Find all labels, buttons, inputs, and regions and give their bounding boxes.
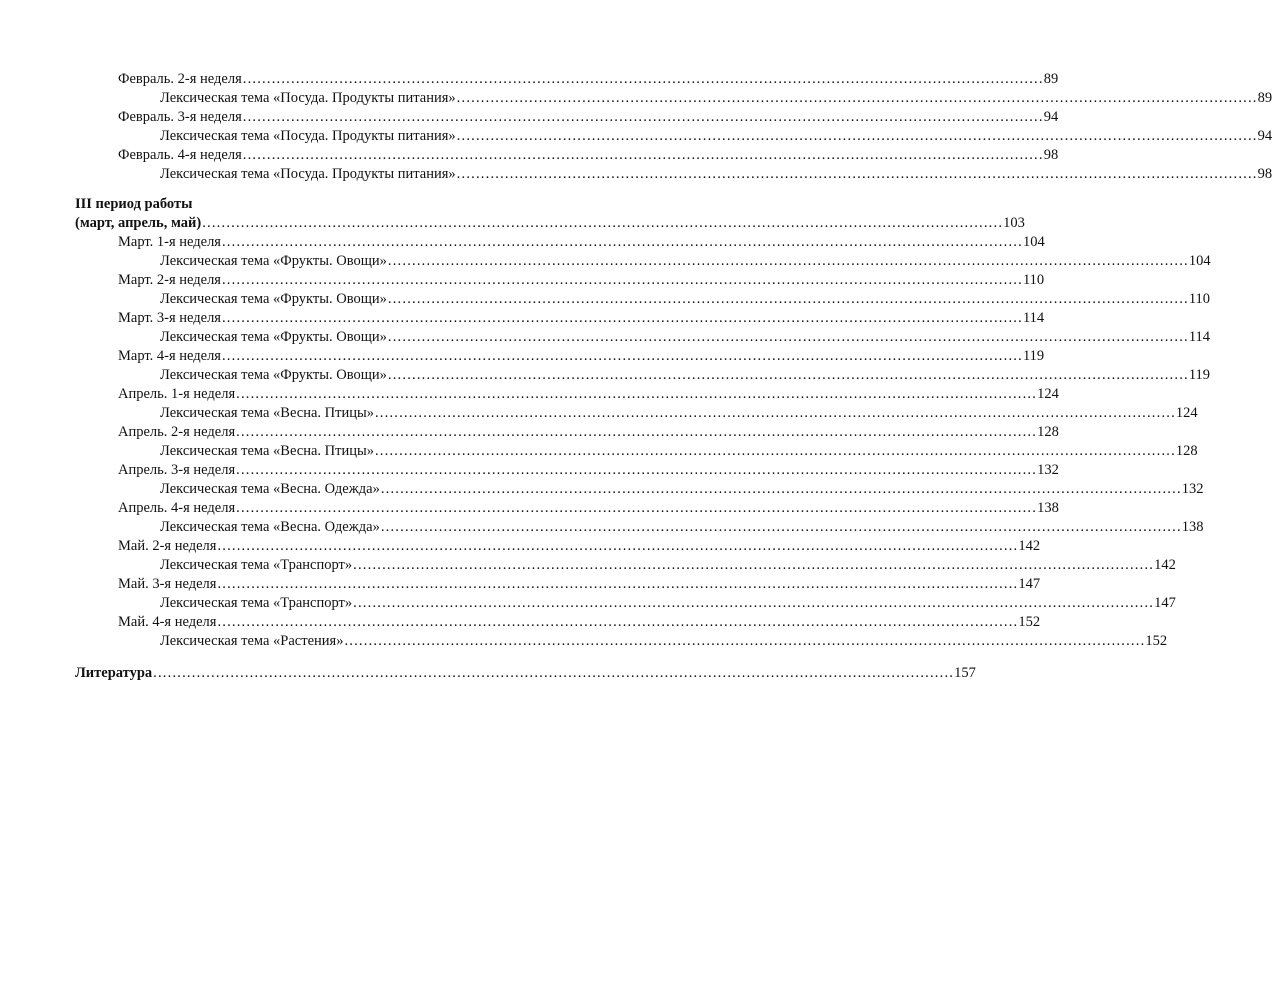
toc-page-number: 110 xyxy=(1188,291,1211,307)
toc-entry-topic[interactable] xyxy=(160,442,1198,461)
toc-label: Лексическая тема «Весна. Одежда» xyxy=(160,481,380,497)
toc-page-number: 128 xyxy=(1175,443,1198,459)
toc-entry-week[interactable] xyxy=(118,461,1059,480)
toc-label: Лексическая тема «Транспорт» xyxy=(160,557,353,573)
dot-leader: ...................................................................................................................................................................... xyxy=(153,665,955,681)
dot-leader: ...................................................................................................................................................................... xyxy=(387,329,1189,345)
toc-page-number: 110 xyxy=(1022,272,1045,288)
toc-page-number: 138 xyxy=(1037,500,1059,516)
toc-page-number: 132 xyxy=(1037,462,1059,478)
toc-page-number: 98 xyxy=(1257,166,1272,182)
toc-page-number: 114 xyxy=(1022,310,1045,326)
toc-label: Лексическая тема «Посуда. Продукты питания» xyxy=(160,166,456,182)
toc-entry-week[interactable] xyxy=(118,537,1041,556)
toc-entry-topic[interactable] xyxy=(160,518,1204,537)
dot-leader: ...................................................................................................................................................................... xyxy=(353,595,1155,611)
dot-leader: ...................................................................................................................................................................... xyxy=(221,272,1023,288)
dot-leader: ...................................................................................................................................................................... xyxy=(387,367,1189,383)
toc-page-number: 119 xyxy=(1022,348,1045,364)
toc-label: Лексическая тема «Весна. Птицы» xyxy=(160,443,374,459)
toc-entry-topic[interactable] xyxy=(160,480,1204,499)
toc-entry-week[interactable] xyxy=(118,70,1059,89)
toc-page-number: 124 xyxy=(1175,405,1198,421)
toc-page-number: 98 xyxy=(1043,147,1059,163)
toc-label: Апрель. 2-я неделя xyxy=(118,424,236,440)
toc-entry-literature[interactable] xyxy=(75,664,976,683)
dot-leader: ...................................................................................................................................................................... xyxy=(380,519,1182,535)
dot-leader: ...................................................................................................................................................................... xyxy=(374,405,1176,421)
toc-page-number: 103 xyxy=(1003,215,1025,231)
toc-label: Апрель. 1-я неделя xyxy=(118,386,236,402)
toc-label: Лексическая тема «Фрукты. Овощи» xyxy=(160,291,387,307)
toc-entry-topic[interactable] xyxy=(160,594,1176,613)
toc-entry-topic[interactable] xyxy=(160,127,1272,146)
toc-label: Апрель. 4-я неделя xyxy=(118,500,236,516)
toc-page-number: 147 xyxy=(1154,595,1176,611)
toc-entry-week[interactable] xyxy=(118,613,1041,632)
toc-entry-topic[interactable] xyxy=(160,165,1272,184)
toc-label: Лексическая тема «Фрукты. Овощи» xyxy=(160,253,387,269)
dot-leader: ...................................................................................................................................................................... xyxy=(344,633,1146,649)
toc-page-number: 152 xyxy=(1018,614,1041,630)
toc-page-number: 147 xyxy=(1018,576,1041,592)
dot-leader: ...................................................................................................................................................................... xyxy=(217,614,1019,630)
toc-page-number: 104 xyxy=(1188,253,1211,269)
toc-label: Лексическая тема «Посуда. Продукты питания» xyxy=(160,90,456,106)
section-heading: III период работы xyxy=(75,196,193,212)
toc-entry-topic[interactable] xyxy=(160,556,1176,575)
toc-entry-week[interactable] xyxy=(118,575,1041,594)
toc-page-number: 152 xyxy=(1145,633,1168,649)
toc-label: Февраль. 2-я неделя xyxy=(118,71,242,87)
toc-entry-week[interactable] xyxy=(118,271,1045,290)
toc-entry-week[interactable] xyxy=(118,309,1045,328)
toc-label: Лексическая тема «Весна. Птицы» xyxy=(160,405,374,421)
dot-leader: ...................................................................................................................................................................... xyxy=(353,557,1155,573)
toc-label: Лексическая тема «Растения» xyxy=(160,633,344,649)
toc-entry-topic[interactable] xyxy=(160,89,1272,108)
dot-leader: ...................................................................................................................................................................... xyxy=(221,234,1023,250)
dot-leader: ...................................................................................................................................................................... xyxy=(387,253,1189,269)
dot-leader: ...................................................................................................................................................................... xyxy=(236,462,1038,478)
toc-entry-topic[interactable] xyxy=(160,252,1211,271)
toc-entry-week[interactable] xyxy=(118,108,1059,127)
toc-label: Февраль. 4-я неделя xyxy=(118,147,242,163)
toc-entry-topic[interactable] xyxy=(160,290,1211,309)
toc-label: Март. 3-я неделя xyxy=(118,310,221,326)
toc-label: Март. 2-я неделя xyxy=(118,272,221,288)
toc-page-number: 114 xyxy=(1188,329,1211,345)
dot-leader: ...................................................................................................................................................................... xyxy=(456,90,1258,106)
dot-leader: ...................................................................................................................................................................... xyxy=(202,215,1004,231)
toc-entry-topic[interactable] xyxy=(160,366,1211,385)
toc-page-number: 89 xyxy=(1257,90,1272,106)
toc-entry-week[interactable] xyxy=(118,423,1059,442)
toc-entry-week[interactable] xyxy=(118,499,1059,518)
dot-leader: ...................................................................................................................................................................... xyxy=(242,109,1044,125)
toc-page-number: 104 xyxy=(1022,234,1045,250)
dot-leader: ...................................................................................................................................................................... xyxy=(380,481,1182,497)
toc-label: (март, апрель, май) xyxy=(75,215,202,231)
toc-label: Лексическая тема «Весна. Одежда» xyxy=(160,519,380,535)
toc-page-number: 119 xyxy=(1188,367,1211,383)
toc-label: Литература xyxy=(75,665,153,681)
toc-entry-topic[interactable] xyxy=(160,632,1168,651)
toc-page-number: 138 xyxy=(1181,519,1204,535)
toc-page-number: 94 xyxy=(1043,109,1059,125)
dot-leader: ...................................................................................................................................................................... xyxy=(456,166,1258,182)
toc-page-number: 94 xyxy=(1257,128,1272,144)
toc-label: Май. 3-я неделя xyxy=(118,576,217,592)
toc-page-number: 124 xyxy=(1037,386,1059,402)
toc-page-number: 89 xyxy=(1043,71,1059,87)
toc-entry-week[interactable] xyxy=(118,347,1045,366)
toc-label: Май. 4-я неделя xyxy=(118,614,217,630)
dot-leader: ...................................................................................................................................................................... xyxy=(221,310,1023,326)
toc-page-number: 128 xyxy=(1037,424,1059,440)
toc-entry-topic[interactable] xyxy=(160,404,1198,423)
toc-entry-week[interactable] xyxy=(118,233,1045,252)
dot-leader: ...................................................................................................................................................................... xyxy=(221,348,1023,364)
dot-leader: ...................................................................................................................................................................... xyxy=(236,500,1038,516)
toc-entry-week[interactable] xyxy=(118,385,1059,404)
toc-label: Лексическая тема «Фрукты. Овощи» xyxy=(160,329,387,345)
toc-label: Май. 2-я неделя xyxy=(118,538,217,554)
toc-label: Апрель. 3-я неделя xyxy=(118,462,236,478)
toc-label: Лексическая тема «Фрукты. Овощи» xyxy=(160,367,387,383)
dot-leader: ...................................................................................................................................................................... xyxy=(387,291,1189,307)
toc-page-number: 142 xyxy=(1154,557,1176,573)
dot-leader: ...................................................................................................................................................................... xyxy=(217,538,1019,554)
toc-label: Март. 1-я неделя xyxy=(118,234,221,250)
toc-entry-week[interactable] xyxy=(118,146,1059,165)
dot-leader: ...................................................................................................................................................................... xyxy=(456,128,1258,144)
toc-label: Февраль. 3-я неделя xyxy=(118,109,242,125)
dot-leader: ...................................................................................................................................................................... xyxy=(236,386,1038,402)
dot-leader: ...................................................................................................................................................................... xyxy=(217,576,1019,592)
toc-page-number: 132 xyxy=(1181,481,1204,497)
dot-leader: ...................................................................................................................................................................... xyxy=(374,443,1176,459)
toc-entry-section[interactable] xyxy=(75,214,1025,233)
toc-label: Лексическая тема «Транспорт» xyxy=(160,595,353,611)
dot-leader: ...................................................................................................................................................................... xyxy=(236,424,1038,440)
toc-label: Март. 4-я неделя xyxy=(118,348,221,364)
toc-entry-topic[interactable] xyxy=(160,328,1211,347)
toc-label: Лексическая тема «Посуда. Продукты питания» xyxy=(160,128,456,144)
dot-leader: ...................................................................................................................................................................... xyxy=(242,147,1044,163)
toc-page-number: 157 xyxy=(954,665,976,681)
toc-page-number: 142 xyxy=(1018,538,1041,554)
dot-leader: ...................................................................................................................................................................... xyxy=(242,71,1044,87)
